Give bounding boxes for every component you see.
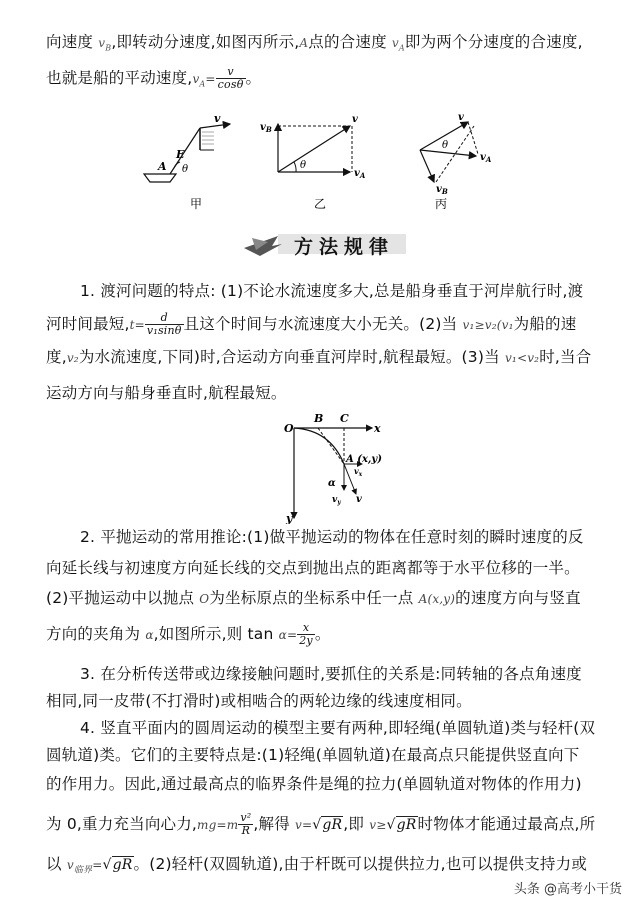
label-v: v [352, 114, 358, 125]
formula-vcrit: $v_{临界}=$ [66, 858, 103, 876]
label-v: v [458, 112, 464, 123]
text-span: 向速度 [46, 33, 99, 51]
label-B: B [314, 412, 324, 425]
text-span: ,如图所示,则 tan [153, 625, 279, 643]
label-v: v [356, 494, 362, 505]
text-span: 为船的速 [513, 315, 577, 333]
text-span: ,即转动分速度,如图丙所示, [111, 33, 300, 51]
var-A: A [299, 36, 309, 50]
formula-v1ltv2: v₁<v₂ [504, 351, 540, 365]
text-span: ,解得 [253, 815, 296, 833]
section-title: 方法规律 [294, 236, 395, 258]
text-line [46, 30, 583, 52]
text-line [46, 586, 581, 608]
formula-tan: α= [278, 628, 298, 642]
formula-v: v= [295, 818, 313, 832]
label-vB: $v_B$ [436, 184, 448, 196]
text-span: 。(2)轻杆(双圆轨道),由于杆既可以提供拉力,也可以提供支持力或 [133, 855, 588, 873]
text-line: 1. 渡河问题的特点: (1)不论水流速度多大,总是船身垂直于河岸航行时,渡 [80, 282, 584, 300]
text-line: 4. 竖直平面内的圆周运动的模型主要有两种,即轻绳(单圆轨道)类与轻杆(双 [80, 719, 596, 737]
fraction: $\frac{d}{\text{v₁sinθ}}$ [146, 311, 182, 337]
label-theta: θ [300, 160, 307, 171]
figure-jia [144, 112, 230, 211]
text-span: 以 [46, 855, 67, 873]
sqrt-gR: √gR [386, 817, 417, 833]
text-line: 向延长线与初速度方向延长线的交点到抛出点的距离都等于水平位移的一半。 [46, 559, 580, 577]
sqrt-gR: √gR [102, 857, 133, 873]
label-C: C [340, 412, 349, 425]
text-line: 3. 在分析传送带或边缘接触问题时,要抓住的关系是:同转轴的各点角速度 [80, 665, 582, 683]
label-theta: θ [182, 164, 189, 175]
label-vA: $v_A$ [354, 168, 366, 180]
label-v: v [214, 112, 221, 125]
text-span: 时,当合 [539, 348, 592, 366]
text-line: 的作用力。因此,通过最高点的临界条件是绳的拉力(单圆轨道对物体的作用力) [46, 775, 582, 793]
text-span: 且这个时间与水流速度大小无关。(2)当 [183, 315, 463, 333]
figure-group [130, 110, 530, 215]
text-span: 度, [46, 348, 67, 366]
label-x: x [374, 422, 381, 435]
text-span: 为 0,重力充当向心力, [46, 815, 198, 833]
figure-yi [260, 114, 366, 211]
text-line: 方向的夹角为 α,如图所示,则 tan α= $\frac{x}{2y}$ 。 [46, 621, 331, 647]
text-line: 相同,同一皮带(不打滑时)或相啮合的两轮边缘的线速度相同。 [46, 692, 472, 710]
text-line [46, 852, 587, 875]
fraction: $\frac{v}{\cos\theta}$ [217, 65, 244, 91]
var-alpha: α [145, 628, 154, 642]
caption-jia: 甲 [190, 197, 203, 211]
formula-v2: v₂ [66, 351, 79, 365]
var-vB: $v_B$ [98, 36, 112, 53]
text-span: 点的合速度 [308, 33, 392, 51]
text-span: 为水流速度,下同)时,合运动方向垂直河岸时,航程最短。(3)当 [78, 348, 505, 366]
text-line [46, 345, 591, 367]
formula-vA: $v_A=$ [192, 72, 216, 89]
text-span: 河时间最短, [46, 315, 130, 333]
label-theta: θ [442, 140, 449, 151]
var-vA: $v_A$ [391, 36, 405, 53]
label-alpha: α [328, 478, 336, 489]
text-span: ,即 [343, 815, 370, 833]
label-vy: $v_y$ [332, 495, 341, 506]
label-A: A (x,y) [346, 454, 382, 465]
watermark: 头条 @高考小干货 [513, 882, 622, 897]
text-line: 运动方向与船身垂直时,航程最短。 [46, 384, 287, 402]
fraction: $\frac{x}{2y}$ [299, 621, 313, 647]
text-line: 圆轨道)类。它们的主要特点是:(1)轻绳(单圆轨道)在最高点只能提供竖直向下 [46, 746, 580, 764]
formula-t: t= [129, 318, 145, 332]
text-span: (2)平抛运动中以抛点 [46, 589, 200, 607]
text-line: 也就是船的平动速度$,v_A=$ $\frac{v}{\cos\theta}$ 。 [46, 65, 262, 91]
label-A: A [158, 160, 167, 173]
var-O: O [199, 592, 210, 606]
caption-bing: 丙 [435, 197, 448, 211]
label-vA: $v_A$ [480, 152, 492, 164]
var-Axy: A(x,y) [418, 592, 456, 606]
caption-yi: 乙 [314, 197, 327, 211]
text-line: 2. 平抛运动的常用推论:(1)做平抛运动的物体在任意时刻的瞬时速度的反 [80, 528, 584, 546]
text-span: 方向的夹角为 [46, 625, 146, 643]
formula-mg: mg=m [197, 818, 239, 832]
formula-vge: v≥ [369, 818, 387, 832]
label-y: y [286, 512, 293, 524]
text-line [46, 312, 576, 337]
label-vB: $v_B$ [260, 122, 272, 134]
text-span: 也就是船的平动速度, [46, 69, 193, 87]
formula-v1v2: v₁≥v₂(v₁ [462, 318, 514, 332]
text-span: 的速度方向与竖直 [455, 589, 581, 607]
sqrt-gR: √gR [312, 817, 343, 833]
text-line [46, 812, 595, 837]
label-O: O [284, 422, 294, 435]
figure-projectile [280, 406, 390, 524]
label-E: E [176, 148, 185, 161]
label-vx: $v_x$ [354, 466, 363, 478]
figure-bing [420, 112, 492, 211]
text-span: 时物体才能通过最高点,所 [417, 815, 596, 833]
text-span: 即为两个分速度的合速度, [404, 33, 583, 51]
text-span: 为坐标原点的坐标系中任一点 [209, 589, 419, 607]
fraction: $\frac{\text{v²}}{R}$ [240, 811, 252, 837]
